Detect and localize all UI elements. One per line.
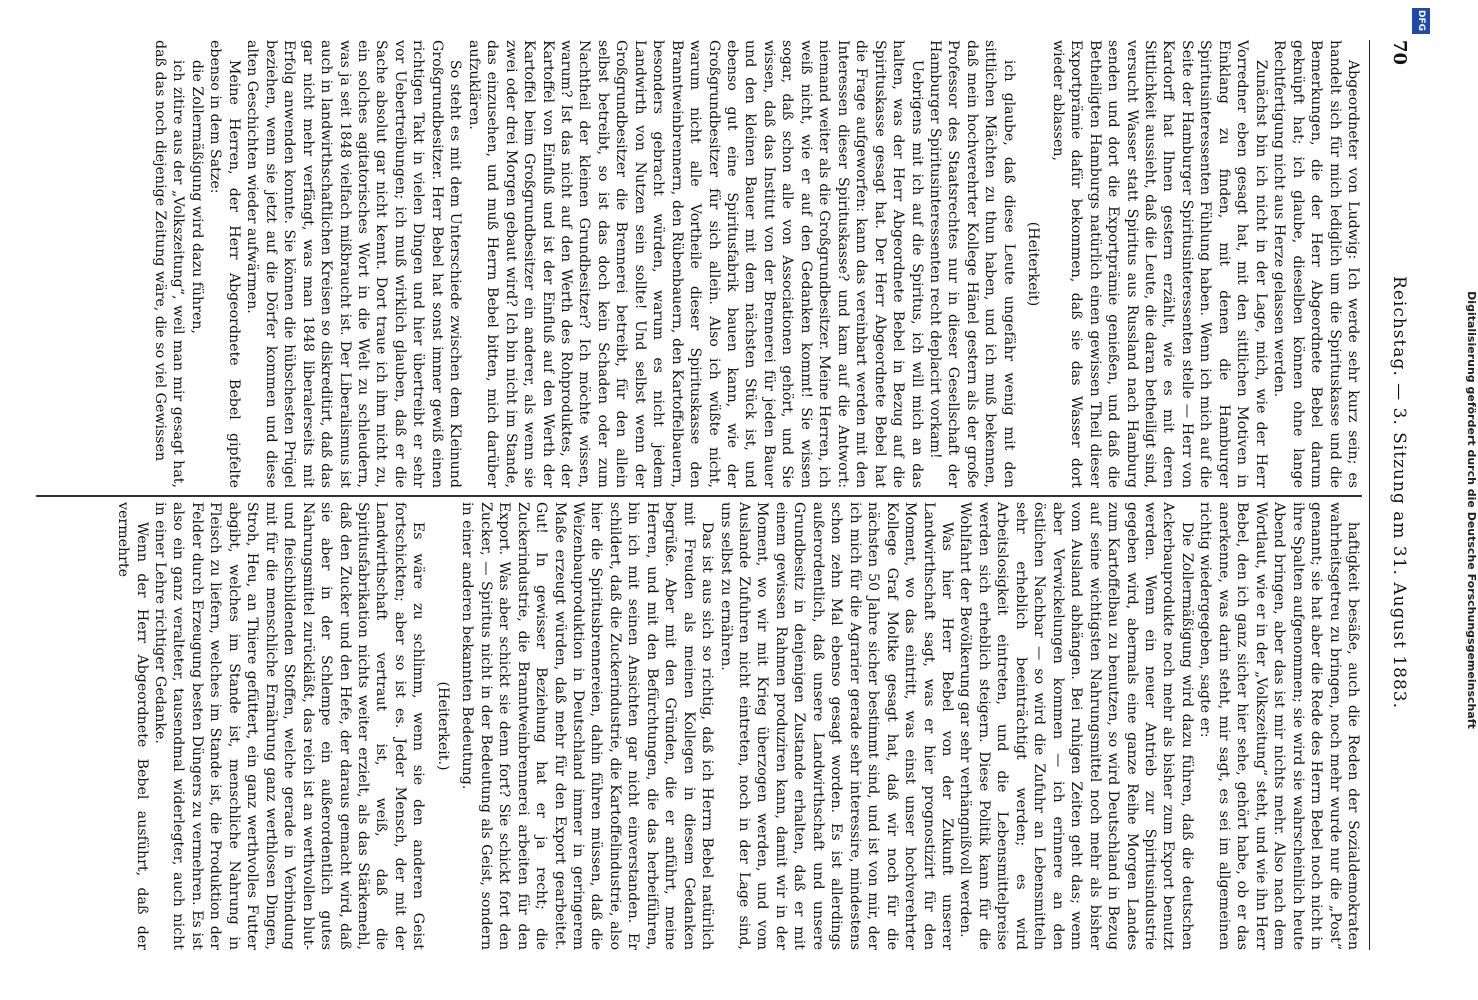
- paragraph: die Zollermäßigung wird dazu führen,: [188, 59, 205, 334]
- paragraph: Uebrigens mit ich auf die Spiritus, ich will mich an das halten, was der Herr Abgeordnete Bebel in Bezug auf die Spirituskasse gesagt hat. Der Herr Abgeordnete Bebel hat die Frage aufgeworfen: kann das vereinbart werden mit den Interessen dieser Spirituskasse? und kam auf die Antwort: niemand weiter als die Großgrundbesitzer. Meine Herren, ich weiß nicht, wie er auf den Gedanken kommt! Sie wissen sogar, daß schon alle von Associationen gehört, und Sie wissen, daß das Institut von der Brennerei für jeden Bauer und den kleinen Bauer mit dem nächsten Stück ist, und ebenso gut eine Spiritusfabrik bauen kann, wie der Großgrundbesitzer für sich allein. Also ich wüßte nicht, warum nicht alle Vortheile dieser Spirituskasse den Branntweinbrennern, den Rübenbauern, den Kartoffelbauern, besonders gebracht würden, warum es nicht jedem Landwirth von Nutzen sein sollte! Und selbst wenn der Großgrundbesitzer die Brennerei betreibt, für den allein selbst betreibt, so ist das doch kein Schaden oder zum Nachtheil der kleinen Grundbesitzer? Ich möchte wissen, warum? Ist das nicht auf den Werth des Rohproduktes, der Kartoffel von Einfluß und ist der Einfluß auf den Werth der Kartoffel beim Großgrundbesitzer ein anderer, als wenn sie zwei oder drei Morgen gebaut wird? Ich bin nicht im Stande, das einzusehen, und muß Herrn Bebel bitten, mich darüber aufzuklären.: [465, 40, 925, 488]
- paragraph: ich glaube, daß diese Leute ungefähr wenig mit den sittlichen Mächten zu thun haben, und ich muß bekennen, daß mein hochverehrter Kollege Hänel gestern als der große Professor des Staatsrechtes nur in dieser Gesellschaft der Hamburger Spiritusinteressenten recht deplacirt vorkam!: [927, 40, 1017, 488]
- digitization-note: [1406, 40, 1478, 980]
- paragraph: haftigkeit besäße, auch die Reden der Sozialdemokraten wahrheitsgetreu zu bringen, noch mehr wurde nur die „Post“ genannt; sie hat aber die Rede des Herrn Bebel noch nicht in ihre Spalten aufgenommen; sie wird sie wahrscheinlich heute Abend bringen, aber das ist mir nichts mehr. Also nach dem Wortlaut, wie er in der „Volkszeitung“ steht, und wie ihn Herr Bebel, den ich ganz sicher hier sehe, gehört habe, ob er das anerkenne, was darin steht, mir sagt, es sei im allgemeinen richtig wiedergegeben, sagte er:: [1197, 502, 1361, 950]
- rotated-page: [16, 10, 1416, 990]
- paragraph: Die Zollermäßigung wird dazu führen, daß die deutschen Ackerbauprodukte noch mehr als bisher zum Export benutzt werden. Wenn ein neuer Antrieb zur Spiritusindustrie gegeben wird, abermals eine ganze Reihe Morgen Landes zum Kartoffelbau zu benutzen, so wird Deutschland in Bezug auf seine wichtigsten Nahrungsmittel noch mehr als bisher vom Ausland abhängen. Bei ruhigen Zeiten geht das; wenn aber Verwickelungen kommen — ich erinnere an den östlichen Nachbar — so wird die Zufuhr an Lebensmitteln sehr erheblich beeinträchtigt werden; es wird Arbeitslosigkeit eintreten, und die Lebensmittelpreise werden sich erheblich steigern. Diese Politik kann für die Wohlfahrt der Bevölkerung gar sehr verhängnißvoll werden.: [957, 502, 1195, 950]
- paragraph: Wenn der Herr Abgeordnete Bebel ausführt, daß der vermehrte: [115, 502, 150, 950]
- paragraph: Was hier Herr Bebel von der Zukunft unserer Landwirthschaft sagt, was er hier prognostizirt für den Moment, wo das eintritt, was einst unser hochverehrter Kollege Graf Moltke gesagt hat, daß wir noch für die nächsten 50 Jahre sicher bestimmt sind, und ist von mir, der ich mich für die Agrarier gerade sehr interessire, mindestens schon zehn Mal ebenso gesagt worden. Es ist allerdings außerordentlich, daß unsere Landwirthschaft und unsere Grundbesitz in denjenigen Zustande erhalten, daß er mit einem gewissen Rahmen produziren kann, damit wir in der Moment, wo wir mit Krieg überzogen werden, und vom Auslande Zufuhren nicht eintreten, noch in der Lage sind, uns selbst zu ernähren.: [717, 502, 956, 950]
- paragraph: ich zitire aus der „Volkszeitung“, weil man mir gesagt hat, daß das noch diejenige Zeitung wäre, die so viel Gewissen: [152, 40, 187, 488]
- paragraph: Das ist aus sich so richtig, daß ich Herrn Bebel natürlich mit Freuden als meinen Kollegen in diesem Gedanken begrüße. Aber mit den Gründen, die er anführt, meine Herren, und mit den Befürchtungen, die das herbeiführen, bin ich mit seinen Ansichten gar nicht einverstanden. Er schildert, daß die Zuckerindustrie, die Kartoffelindustrie, also hier die Spiritusbrennereien, dahin führen müssen, daß die Weizenbauproduktion in Deutschland immer in geringerem Maße erzeugt würden, daß mehr für den Export gearbeitet. Gut! In gewisser Beziehung hat er ja recht; die Zuckerindustrie, die Branntweinbrennerei arbeiten für den Export. Was aber schickt sie denn fort? Sie schickt fort den Zucker, — Spiritus nicht in der Bedeutung als Geist, sondern in einer anderen bekannten Bedeutung.: [459, 502, 716, 950]
- interjection: (Heiterkeit.): [434, 681, 451, 771]
- dfg-logo: DFG: [1412, 8, 1430, 34]
- left-column: [36, 40, 1362, 488]
- paragraph: Abgeordneter von Ludwig: Ich werde sehr kurz sein; es handelt sich für mich lediglich um die Spirituskasse und die Bemerkungen, die der Herr Abgeordnete Bebel darum geknüpft hat; ich glaube, dieselben können ohne lange Rechtfertigung nicht aus Herze gelassen werden.: [1271, 40, 1361, 488]
- page-header: [1369, 40, 1410, 950]
- paragraph: Es wäre zu schlimm, wenn sie den anderen Geist fortschickten; aber so ist es. Jeder Mensch, der mit der Landwirthschaft vertraut ist, weiß, daß die Spiritusfabrikation nichts weiter erzielt, als das Stärkemehl, daß den Zucker und den Hefe, der daraus gemacht wird, daß sie aber in der Schlempe ein außerordentlich gutes Nahrungsmittel zurückläßt, das reich ist an werthvollen blut- und fleischbildenden Stoffen, welche gerade in Verbindung mit für die menschliche Ernährung ganz werthlosen Dingen, Stroh, Heu, an Thiere gefüttert, ein ganz werthvolles Futter abgibt, welches im Stande ist, menschliche Nahrung in Fleisch zu liefern, welches im Stande ist, die Produktion der Felder durch Erzeugung besten Düngers zu vermehren. Es ist also ein ganz veralteter, tausendmal widerlegter, auch nicht in einer Lehre richtiger Gedanke.: [152, 502, 427, 950]
- text-columns: [36, 40, 1362, 950]
- paragraph: Zunächst bin ich nicht in der Lage, mich, wie der Herr Vorredner eben gesagt hat, mit den sittlichen Motiven in Einklang zu finden, mit denen die Hamburger Spiritusinteressenten Fühlung haben. Wenn ich mich auf die Seite der Hamburger Spiritusinteressenten stelle — Herr von Kardorff hat Ihnen gestern erzählt, wie es mit deren Sittlichkeit aussieht, daß die Leute, die daran betheiligt sind, versucht Wasser statt Spiritus aus Russland nach Hamburg senden und dort die Exportprämie genießen, und daß die Betheiligten Hamburgs natürlich einen gewissen Theil dieser Exportprämie dafür bekommen, daß sie das Wasser dort wieder ablassen,: [1049, 40, 1269, 488]
- interjection: (Heiterkeit): [1025, 221, 1042, 307]
- page-title: Reichstag. — 3. Sitzung am 31. August 1883.: [1389, 276, 1409, 710]
- paragraph: Meine Herren, der Herr Abgeordnete Bebel gipfelte ebenso in dem Satze:: [207, 40, 242, 488]
- right-column: [36, 502, 1362, 950]
- digitization-note-text: Digitalisierung gefördert durch die Deutsche Forschungsgemeinschaft: [1465, 291, 1478, 729]
- paragraph: So steht es mit dem Unterschiede zwischen dem Kleinund Großgrundbesitzer. Herr Bebel hat sonst immer gewiß einen richtigen Takt in vielen Dingen und hier übertreibt er sehr vor Uebertreibungen; ich muß wirklich glauben, daß er die Sache absolut gar nicht kennt. Dort traue ich ihm nicht zu, ein solches agitatorisches Wort in die Welt zu schleudern, was ja seit 1848 vielfach mißbraucht ist. Der Liberalismus ist auch in landwirthschaftlichen Kreisen so diskreditirt, daß das gar nicht mehr verfängt, was man 1848 liberalerseits mit Erfolg anwenden konnte. Sie können die hübschesten Prügel beziehen, wenn sie jetzt auf die Dörfer kommen und diese alten Geschichten wieder aufwärmen.: [244, 40, 464, 488]
- page-number: 70: [1389, 40, 1410, 66]
